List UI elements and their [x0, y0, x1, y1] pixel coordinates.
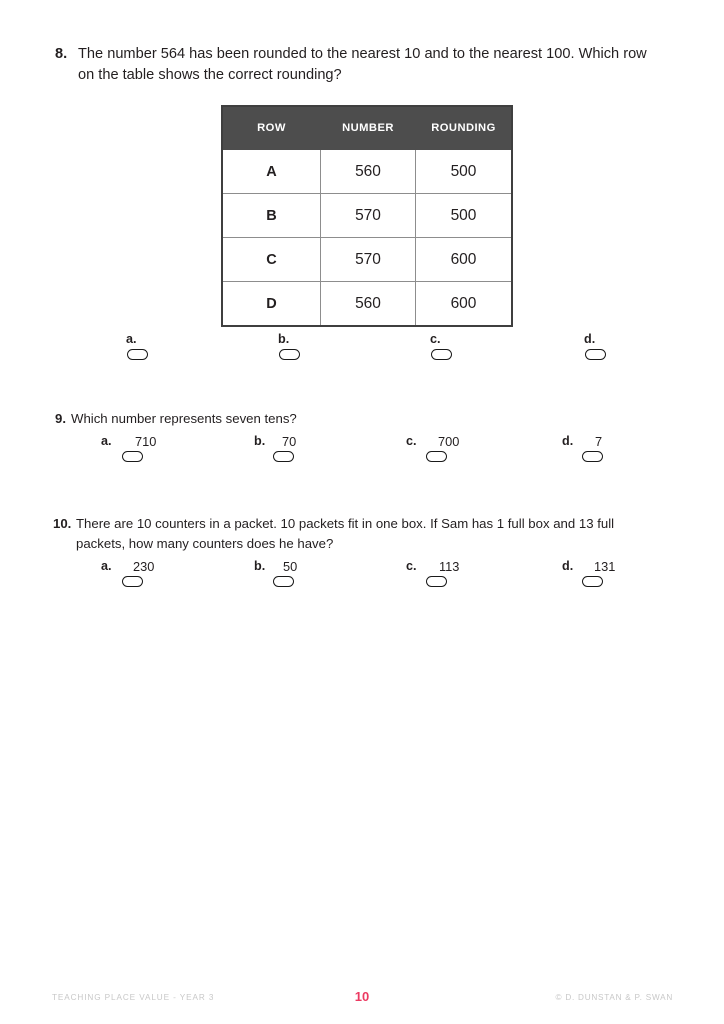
- option-value: 50: [283, 559, 298, 574]
- table-cell-number-b: 570: [321, 194, 416, 238]
- table-cell-rounding-b: 500: [416, 194, 513, 238]
- page-number: 10: [354, 989, 370, 1004]
- answer-bubble[interactable]: [431, 349, 452, 360]
- answer-bubble[interactable]: [273, 451, 294, 462]
- table-cell-rounding-c: 600: [416, 238, 513, 282]
- table-cell-row-d: D: [222, 282, 321, 327]
- option-value: 710: [135, 434, 157, 449]
- table-header-rounding-col: ROUNDING: [416, 106, 513, 150]
- answer-bubble[interactable]: [582, 451, 603, 462]
- question-8-options: [0, 332, 724, 372]
- question-8-number: 8.: [55, 46, 68, 62]
- option-value: 700: [438, 434, 460, 449]
- answer-bubble[interactable]: [122, 451, 143, 462]
- question-9-options: [0, 434, 724, 474]
- table-cell-row-a: A: [222, 150, 321, 194]
- option-letter: d.: [562, 559, 574, 573]
- question-10-text: There are 10 counters in a packet. 10 packets fit in one box. If Sam has 1 full box and 13 full packets, how many counters does he have?: [76, 516, 615, 551]
- option-letter: a.: [126, 332, 137, 346]
- option-letter: b.: [254, 559, 266, 573]
- table-row: [222, 282, 512, 327]
- option-letter: c.: [406, 559, 417, 573]
- question-8-text: The number 564 has been rounded to the nearest 10 and to the nearest 100. Which row on the table shows the correct rounding?: [78, 46, 647, 84]
- option-letter: b.: [254, 434, 266, 448]
- table-cell-row-c: C: [222, 238, 321, 282]
- footer-copyright: © D. DUNSTAN & P. SWAN: [555, 993, 673, 1002]
- table-header-row: [222, 106, 512, 150]
- answer-bubble[interactable]: [127, 349, 148, 360]
- option-letter: a.: [101, 559, 112, 573]
- option-value: 131: [594, 559, 616, 574]
- table-cell-number-c: 570: [321, 238, 416, 282]
- question-9: [55, 409, 665, 428]
- table-cell-rounding-d: 600: [416, 282, 513, 327]
- table-cell-row-b: B: [222, 194, 321, 238]
- answer-bubble[interactable]: [426, 451, 447, 462]
- question-9-number: 9.: [55, 411, 66, 426]
- footer-title: TEACHING PLACE VALUE - YEAR 3: [52, 993, 215, 1002]
- rounding-table: [221, 105, 513, 327]
- option-value: 7: [595, 434, 603, 449]
- option-value: 113: [439, 559, 460, 574]
- option-letter: a.: [101, 434, 112, 448]
- answer-bubble[interactable]: [273, 576, 294, 587]
- table-cell-rounding-a: 500: [416, 150, 513, 194]
- answer-bubble[interactable]: [122, 576, 143, 587]
- option-letter: d.: [584, 332, 596, 346]
- question-9-text: Which number represents seven tens?: [71, 411, 297, 426]
- table-header-row-col: ROW: [222, 106, 321, 150]
- table-cell-number-a: 560: [321, 150, 416, 194]
- answer-bubble[interactable]: [582, 576, 603, 587]
- answer-bubble[interactable]: [426, 576, 447, 587]
- option-value: 70: [282, 434, 297, 449]
- table-row: [222, 150, 512, 194]
- option-value: 230: [133, 559, 155, 574]
- question-8: [55, 44, 665, 86]
- option-letter: b.: [278, 332, 290, 346]
- table-row: [222, 194, 512, 238]
- question-10-number: 10.: [53, 516, 72, 531]
- option-letter: c.: [430, 332, 441, 346]
- answer-bubble[interactable]: [279, 349, 300, 360]
- table-row: [222, 238, 512, 282]
- table-header-number-col: NUMBER: [321, 106, 416, 150]
- question-10-options: [0, 559, 724, 599]
- question-10: [53, 514, 665, 554]
- option-letter: c.: [406, 434, 417, 448]
- page-footer: [0, 989, 724, 1013]
- answer-bubble[interactable]: [585, 349, 606, 360]
- option-letter: d.: [562, 434, 574, 448]
- table-cell-number-d: 560: [321, 282, 416, 327]
